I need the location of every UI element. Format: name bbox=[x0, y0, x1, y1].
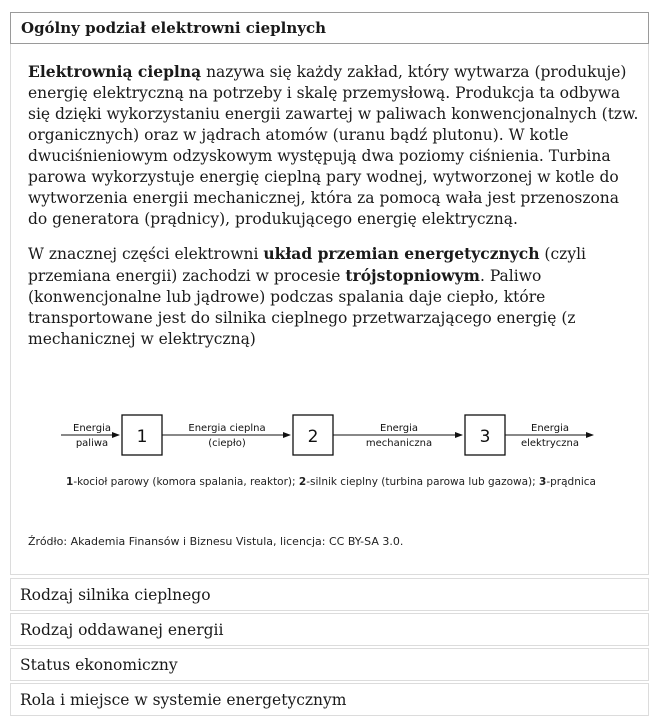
box-1-number: 1 bbox=[136, 427, 148, 447]
box-3-number: 3 bbox=[479, 427, 491, 447]
label-output-1: Energia bbox=[531, 423, 569, 434]
image-source: Źródło: Akademia Finansów i Biznesu Vistula, licencja: CC BY-SA 3.0. bbox=[28, 535, 404, 548]
caption-text-1: -kocioł parowy (komora spalania, reaktor); bbox=[73, 476, 299, 488]
accordion-panel-general bbox=[10, 44, 649, 575]
label-heat-1: Energia cieplna bbox=[188, 423, 266, 434]
caption-text-2: -silnik cieplny (turbina parowa lub gazowa); bbox=[306, 476, 540, 488]
paragraph-definition-text: nazywa się każdy zakład, który wytwarza (produkuje) energię elektryczną na potrzeby i skalę przemysłową. Produkcja ta odbywa się dzięki wykorzystaniu energii zawartej w paliwach konwencjonalnych (tzw. organicznych) oraz w jądrach atomów (uranu bądź plutonu). W kotle dwuciśnieniowym odzyskowym występują dwa poziomy ciśnienia. Turbina parowa wykorzystuje energię cieplną pary wodnej, wytworzonej w kotle do wytworzenia energii mechanicznej, która za pomocą wała jest przenoszona do generatora (prądnicy), produkującego energię elektryczną. bbox=[28, 63, 639, 228]
label-input-2: paliwa bbox=[75, 438, 109, 449]
caption-num-2: 2 bbox=[298, 476, 307, 488]
p2-text-1: W znacznej części elektrowni bbox=[28, 245, 264, 263]
accordion-title: Rodzaj oddawanej energii bbox=[20, 620, 224, 639]
label-heat-2: (ciepło) bbox=[208, 438, 246, 449]
caption-num-3: 3 bbox=[539, 476, 547, 488]
diagram-caption bbox=[51, 476, 611, 488]
accordion-header-economic-status[interactable] bbox=[10, 648, 649, 681]
term-three-stage: trójstopniowym bbox=[345, 266, 480, 285]
term-thermal-power-plant: Elektrownią cieplną bbox=[28, 62, 202, 81]
accordion-header-system-role[interactable] bbox=[10, 683, 649, 716]
label-input-1: Energia bbox=[73, 423, 111, 434]
p2-text-3: . Paliwo (konwencjonalne lub jądrowe) podczas spalania daje ciepło, które transportowane jest do silnika cieplnego przetwarzającego energię (z mechanicznej w elektryczną) bbox=[28, 267, 576, 348]
energy-conversion-diagram bbox=[11, 44, 650, 575]
caption-text-3: -prądnica bbox=[546, 476, 596, 488]
accordion-title: Rodzaj silnika cieplnego bbox=[20, 585, 211, 604]
label-output-2: elektryczna bbox=[520, 438, 580, 449]
p2-text-2: (czyli przemiana energii) zachodzi w procesie bbox=[28, 245, 586, 285]
label-mechanical-2: mechaniczna bbox=[365, 438, 433, 449]
term-energy-conversion-system: układ przemian energetycznych bbox=[263, 244, 540, 263]
accordion-title: Ogólny podział elektrowni cieplnych bbox=[21, 19, 326, 37]
accordion-header-engine-type[interactable] bbox=[10, 578, 649, 611]
label-mechanical-1: Energia bbox=[380, 423, 418, 434]
accordion-title: Status ekonomiczny bbox=[20, 655, 178, 674]
accordion-title: Rola i miejsce w systemie energetycznym bbox=[20, 690, 347, 709]
accordion-header-energy-output[interactable] bbox=[10, 613, 649, 646]
caption-num-1: 1 bbox=[66, 476, 74, 488]
accordion-section-general bbox=[10, 12, 649, 44]
box-2-number: 2 bbox=[307, 427, 319, 447]
accordion-header-general[interactable] bbox=[10, 12, 649, 44]
